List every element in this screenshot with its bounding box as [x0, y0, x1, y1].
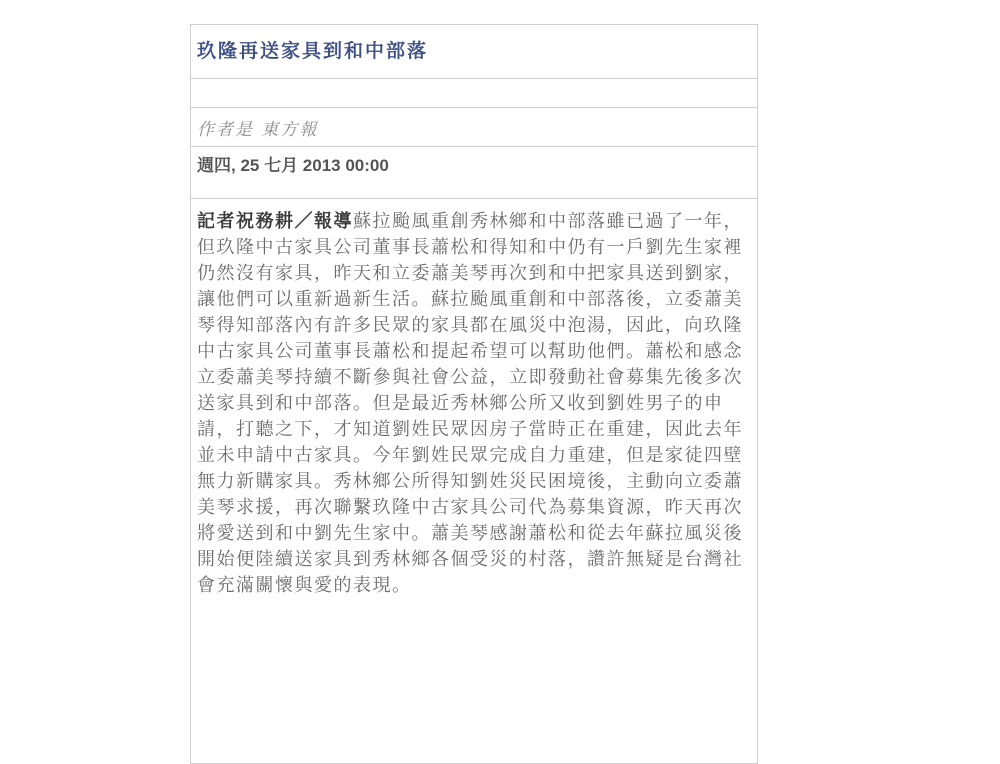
- byline: 記者祝務耕／報導: [197, 211, 353, 232]
- publish-date: 週四, 25 七月 2013 00:00: [197, 156, 389, 175]
- body-text: 蘇拉颱風重創秀林鄉和中部落雖已過了一年，但玖隆中古家具公司董事長蕭松和得知和中仍有一戶劉先生家裡仍然沒有家具，昨天和立委蕭美琴再次到和中把家具送到劉家，讓他們可以重新過新生活。蘇拉颱風重創和中部落後，立委蕭美琴得知部落內有許多民眾的家具都在風災中泡湯，因此，向玖隆中古家具公司董事長蕭松和提起希望可以幫助他們。蕭松和感念立委蕭美琴持續不斷參與社會公益，立即發動社會募集先後多次送家具到和中部落。但是最近秀林鄉公所又收到劉姓男子的申請，打聽之下，才知道劉姓民眾因房子當時正在重建，因此去年並未申請中古家具。今年劉姓民眾完成自力重建，但是家徒四壁無力新購家具。秀林鄉公所得知劉姓災民困境後，主動向立委蕭美琴求援，再次聯繫玖隆中古家具公司代為募集資源，昨天再次將愛送到和中劉先生家中。蕭美琴感謝蕭松和從去年蘇拉風災後開始便陸續送家具到秀林鄉各個受災的村落，讚許無疑是台灣社會充滿關懷與愛的表現。: [197, 211, 743, 596]
- date-row: [191, 147, 757, 199]
- article-container: [190, 24, 758, 764]
- article-body: [191, 199, 757, 599]
- author-text: 作者是 東方報: [197, 119, 319, 140]
- author-row: [191, 108, 757, 147]
- title-row: [191, 25, 757, 79]
- spacer-row: [191, 79, 757, 108]
- article-title[interactable]: 玖隆再送家具到和中部落: [197, 40, 429, 63]
